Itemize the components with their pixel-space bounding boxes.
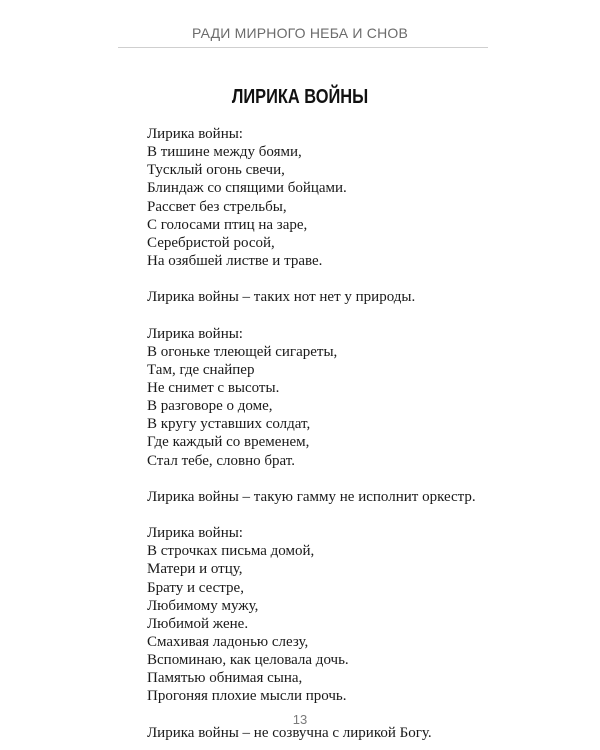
header-divider — [118, 47, 488, 48]
stanza-break — [147, 470, 567, 488]
poem-line: Памятью обнимая сына, — [147, 670, 303, 687]
poem-line: На озябшей листве и траве. — [147, 252, 323, 269]
poem-line: В огоньке тлеющей сигареты, — [147, 343, 338, 360]
poem-line: Тусклый огонь свечи, — [147, 162, 285, 179]
stanza-break — [147, 506, 567, 524]
poem-line: В тишине между боями, — [147, 144, 302, 161]
poem-line: Стал тебе, словно брат. — [147, 452, 295, 469]
poem-line: Лирика войны: — [147, 126, 243, 142]
page-number: 13 — [292, 712, 308, 727]
poem-line: Любимому мужу, — [147, 597, 259, 614]
poem-line: В кругу уставших солдат, — [147, 416, 311, 433]
poem-line: Не снимет с высоты. — [147, 379, 280, 396]
poem-line: Лирика войны – такую гамму не исполнит оркестр. — [147, 488, 476, 505]
poem-line: Где каждый со временем, — [147, 434, 310, 451]
poem-line: Лирика войны – не созвучна с лирикой Богу. — [147, 724, 432, 741]
poem-line: Брату и сестре, — [147, 579, 244, 596]
poem-line: Матери и отцу, — [147, 561, 243, 578]
poem-line: Там, где снайпер — [147, 361, 255, 378]
poem-line: Лирика войны – таких нот нет у природы. — [147, 289, 416, 306]
poem-line: Блиндаж со спящими бойцами. — [147, 180, 347, 197]
poem-line: Серебристой росой, — [147, 234, 275, 251]
stanza-break — [147, 306, 567, 324]
poem-title: ЛИРИКА ВОЙНЫ — [231, 86, 369, 108]
running-header: РАДИ МИРНОГО НЕБА И СНОВ — [191, 25, 409, 41]
poem-line: Лирика войны: — [147, 525, 243, 542]
poem-line: Любимой жене. — [147, 615, 249, 632]
stanza-break — [147, 270, 567, 288]
poem-line: Рассвет без стрельбы, — [147, 198, 287, 215]
poem-body — [147, 125, 567, 742]
poem-line: С голосами птиц на заре, — [147, 216, 308, 233]
poem-line: Прогоняя плохие мысли прочь. — [147, 688, 347, 705]
poem-line: Вспоминаю, как целовала дочь. — [147, 652, 349, 669]
poem-line: Смахивая ладонью слезу, — [147, 633, 309, 650]
poem-line: Лирика войны: — [147, 325, 243, 342]
poem-line: В строчках письма домой, — [147, 543, 315, 560]
poem-line: В разговоре о доме, — [147, 398, 273, 415]
